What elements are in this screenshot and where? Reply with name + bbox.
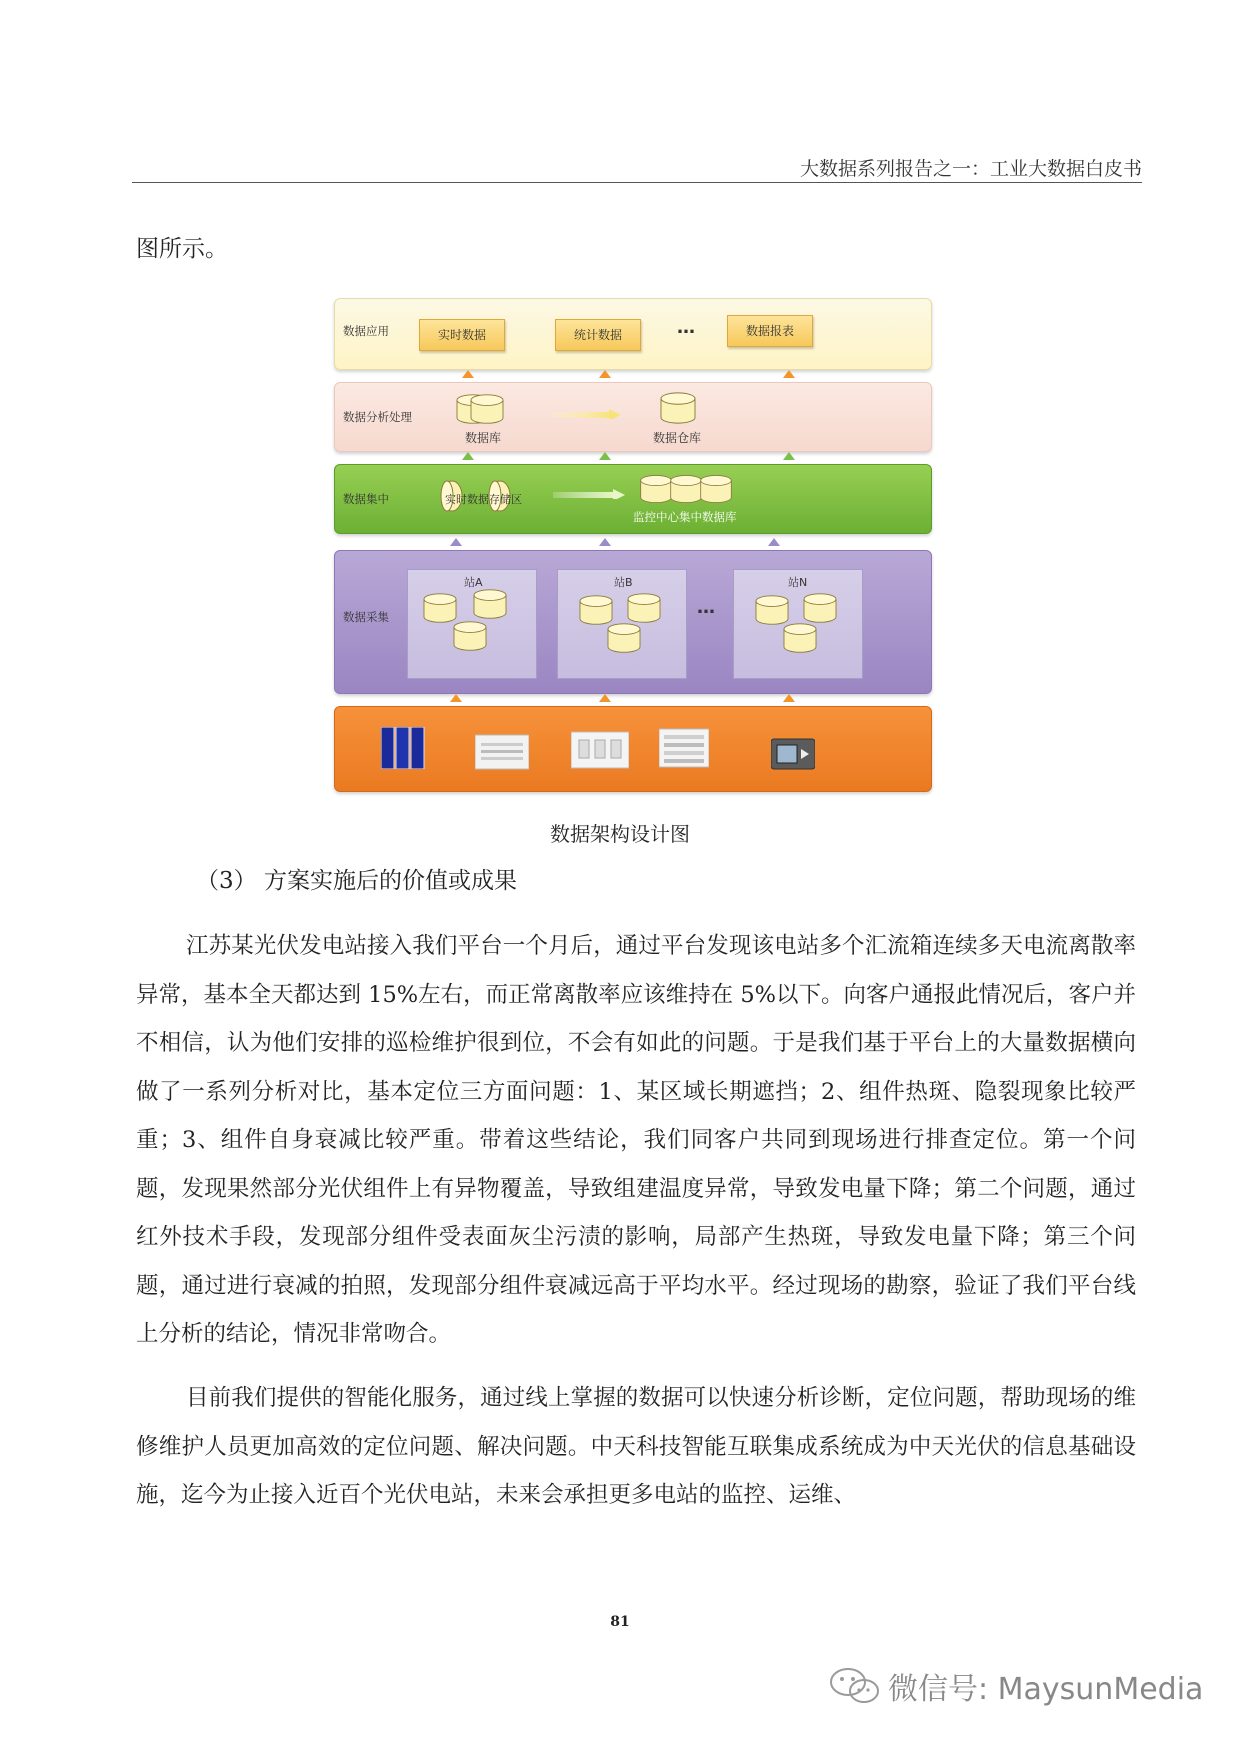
header-rule	[132, 182, 1142, 183]
arrow-up-icon	[768, 538, 780, 546]
layer-label-collection: 数据采集	[343, 610, 389, 624]
arrow-up-icon	[599, 538, 611, 546]
combiner-box-icon	[475, 731, 529, 773]
inverter-icon	[571, 729, 629, 771]
paragraph: 目前我们提供的智能化服务，通过线上掌握的数据可以快速分析诊断，定位问题，帮助现场的维修维护人员更加高效的定位问题、解决问题。中天科技智能互联集成系统成为中天光伏的信息基础设施，迄今为止接入近百个光伏电站，未来会承担更多电站的监控、运维、	[136, 1385, 1136, 1508]
data-architecture-diagram	[334, 296, 934, 796]
database-icon	[469, 393, 505, 425]
database-icon	[802, 592, 838, 624]
layer-data-collection	[334, 550, 932, 694]
solar-panel-icon	[381, 727, 425, 769]
paragraph: 江苏某光伏发电站接入我们平台一个月后，通过平台发现该电站多个汇流箱连续多天电流离散率异常，基本全天都达到 15%左右，而正常离散率应该维持在 5%以下。向客户通报此情况后，客户并不相信，认为他们安排的巡检维护很到位，不会有如此的问题。于是我们基于平台上的大量数据横向做了一系列分析对比，基本定位三方面问题：1、某区域长期遮挡；2、组件热斑、隐裂现象比较严重；3、组件自身衰减比较严重。带着这些结论，我们同客户共同到现场进行排查定位。第一个问题，发现果然部分光伏组件上有异物覆盖，导致组建温度异常，导致发电量下降；第二个问题，通过红外技术手段，发现部分组件受表面灰尘污渍的影响，局部产生热斑，导致发电量下降；第三个问题，通过进行衰减的拍照，发现部分组件衰减远高于平均水平。经过现场的勘察，验证了我们平台线上分析的结论，情况非常吻合。	[136, 933, 1137, 1347]
data-warehouse-icon	[659, 391, 697, 425]
arrow-up-icon	[783, 452, 795, 460]
meter-cabinet-icon	[659, 727, 709, 769]
arrow-up-icon	[450, 694, 462, 702]
app-box-statistics: 统计数据	[555, 319, 641, 351]
station-ellipsis: …	[697, 597, 715, 618]
station-n	[733, 569, 863, 679]
figure-caption: 数据架构设计图	[550, 822, 690, 846]
layer-label-concentration: 数据集中	[343, 492, 389, 506]
arrow-up-icon	[783, 370, 795, 378]
database-icon	[626, 592, 662, 624]
app-box-report: 数据报表	[727, 315, 813, 347]
wechat-icon	[828, 1666, 882, 1706]
station-a	[407, 569, 537, 679]
database-icon	[639, 473, 673, 505]
database-icon	[669, 473, 703, 505]
arrow-up-icon	[450, 538, 462, 546]
arrow-up-icon	[462, 370, 474, 378]
page-number: 81	[610, 1614, 630, 1630]
station-label: 站B	[614, 576, 633, 589]
watermark	[828, 1664, 1203, 1708]
arrow-up-icon	[599, 452, 611, 460]
arrow-up-icon	[462, 452, 474, 460]
section-heading: （3） 方案实施后的价值或成果	[196, 868, 517, 894]
layer-label-application: 数据应用	[343, 324, 389, 338]
layer-data-application	[334, 298, 932, 370]
station-label: 站N	[788, 576, 808, 589]
station-b	[557, 569, 687, 679]
arrow-up-icon	[599, 370, 611, 378]
database-icon	[606, 622, 642, 654]
database-icon	[452, 620, 488, 652]
database-icon	[472, 588, 508, 620]
monitor-device-icon	[771, 733, 815, 775]
warehouse-label: 数据仓库	[653, 431, 702, 445]
center-db-label: 监控中心集中数据库	[633, 510, 737, 524]
layer-data-concentration	[334, 464, 932, 534]
database-icon	[699, 473, 733, 505]
app-ellipsis: …	[677, 317, 695, 338]
database-icon	[782, 622, 818, 654]
layer-label-processing: 数据分析处理	[343, 410, 412, 424]
lead-text: 图所示。	[136, 236, 228, 262]
layer-devices	[334, 706, 932, 792]
running-header: 大数据系列报告之一：工业大数据白皮书	[799, 158, 1142, 180]
arrow-up-icon	[783, 694, 795, 702]
watermark-text: 微信号: MaysunMedia	[888, 1672, 1204, 1707]
arrow-right-icon	[553, 489, 625, 499]
arrow-right-icon	[551, 409, 621, 419]
database-label: 数据库	[465, 431, 502, 445]
layer-data-processing	[334, 382, 932, 452]
arrow-up-icon	[599, 694, 611, 702]
station-label: 站A	[464, 576, 483, 589]
app-box-realtime: 实时数据	[419, 319, 505, 351]
realtime-storage-label: 实时数据存储区	[445, 493, 522, 506]
